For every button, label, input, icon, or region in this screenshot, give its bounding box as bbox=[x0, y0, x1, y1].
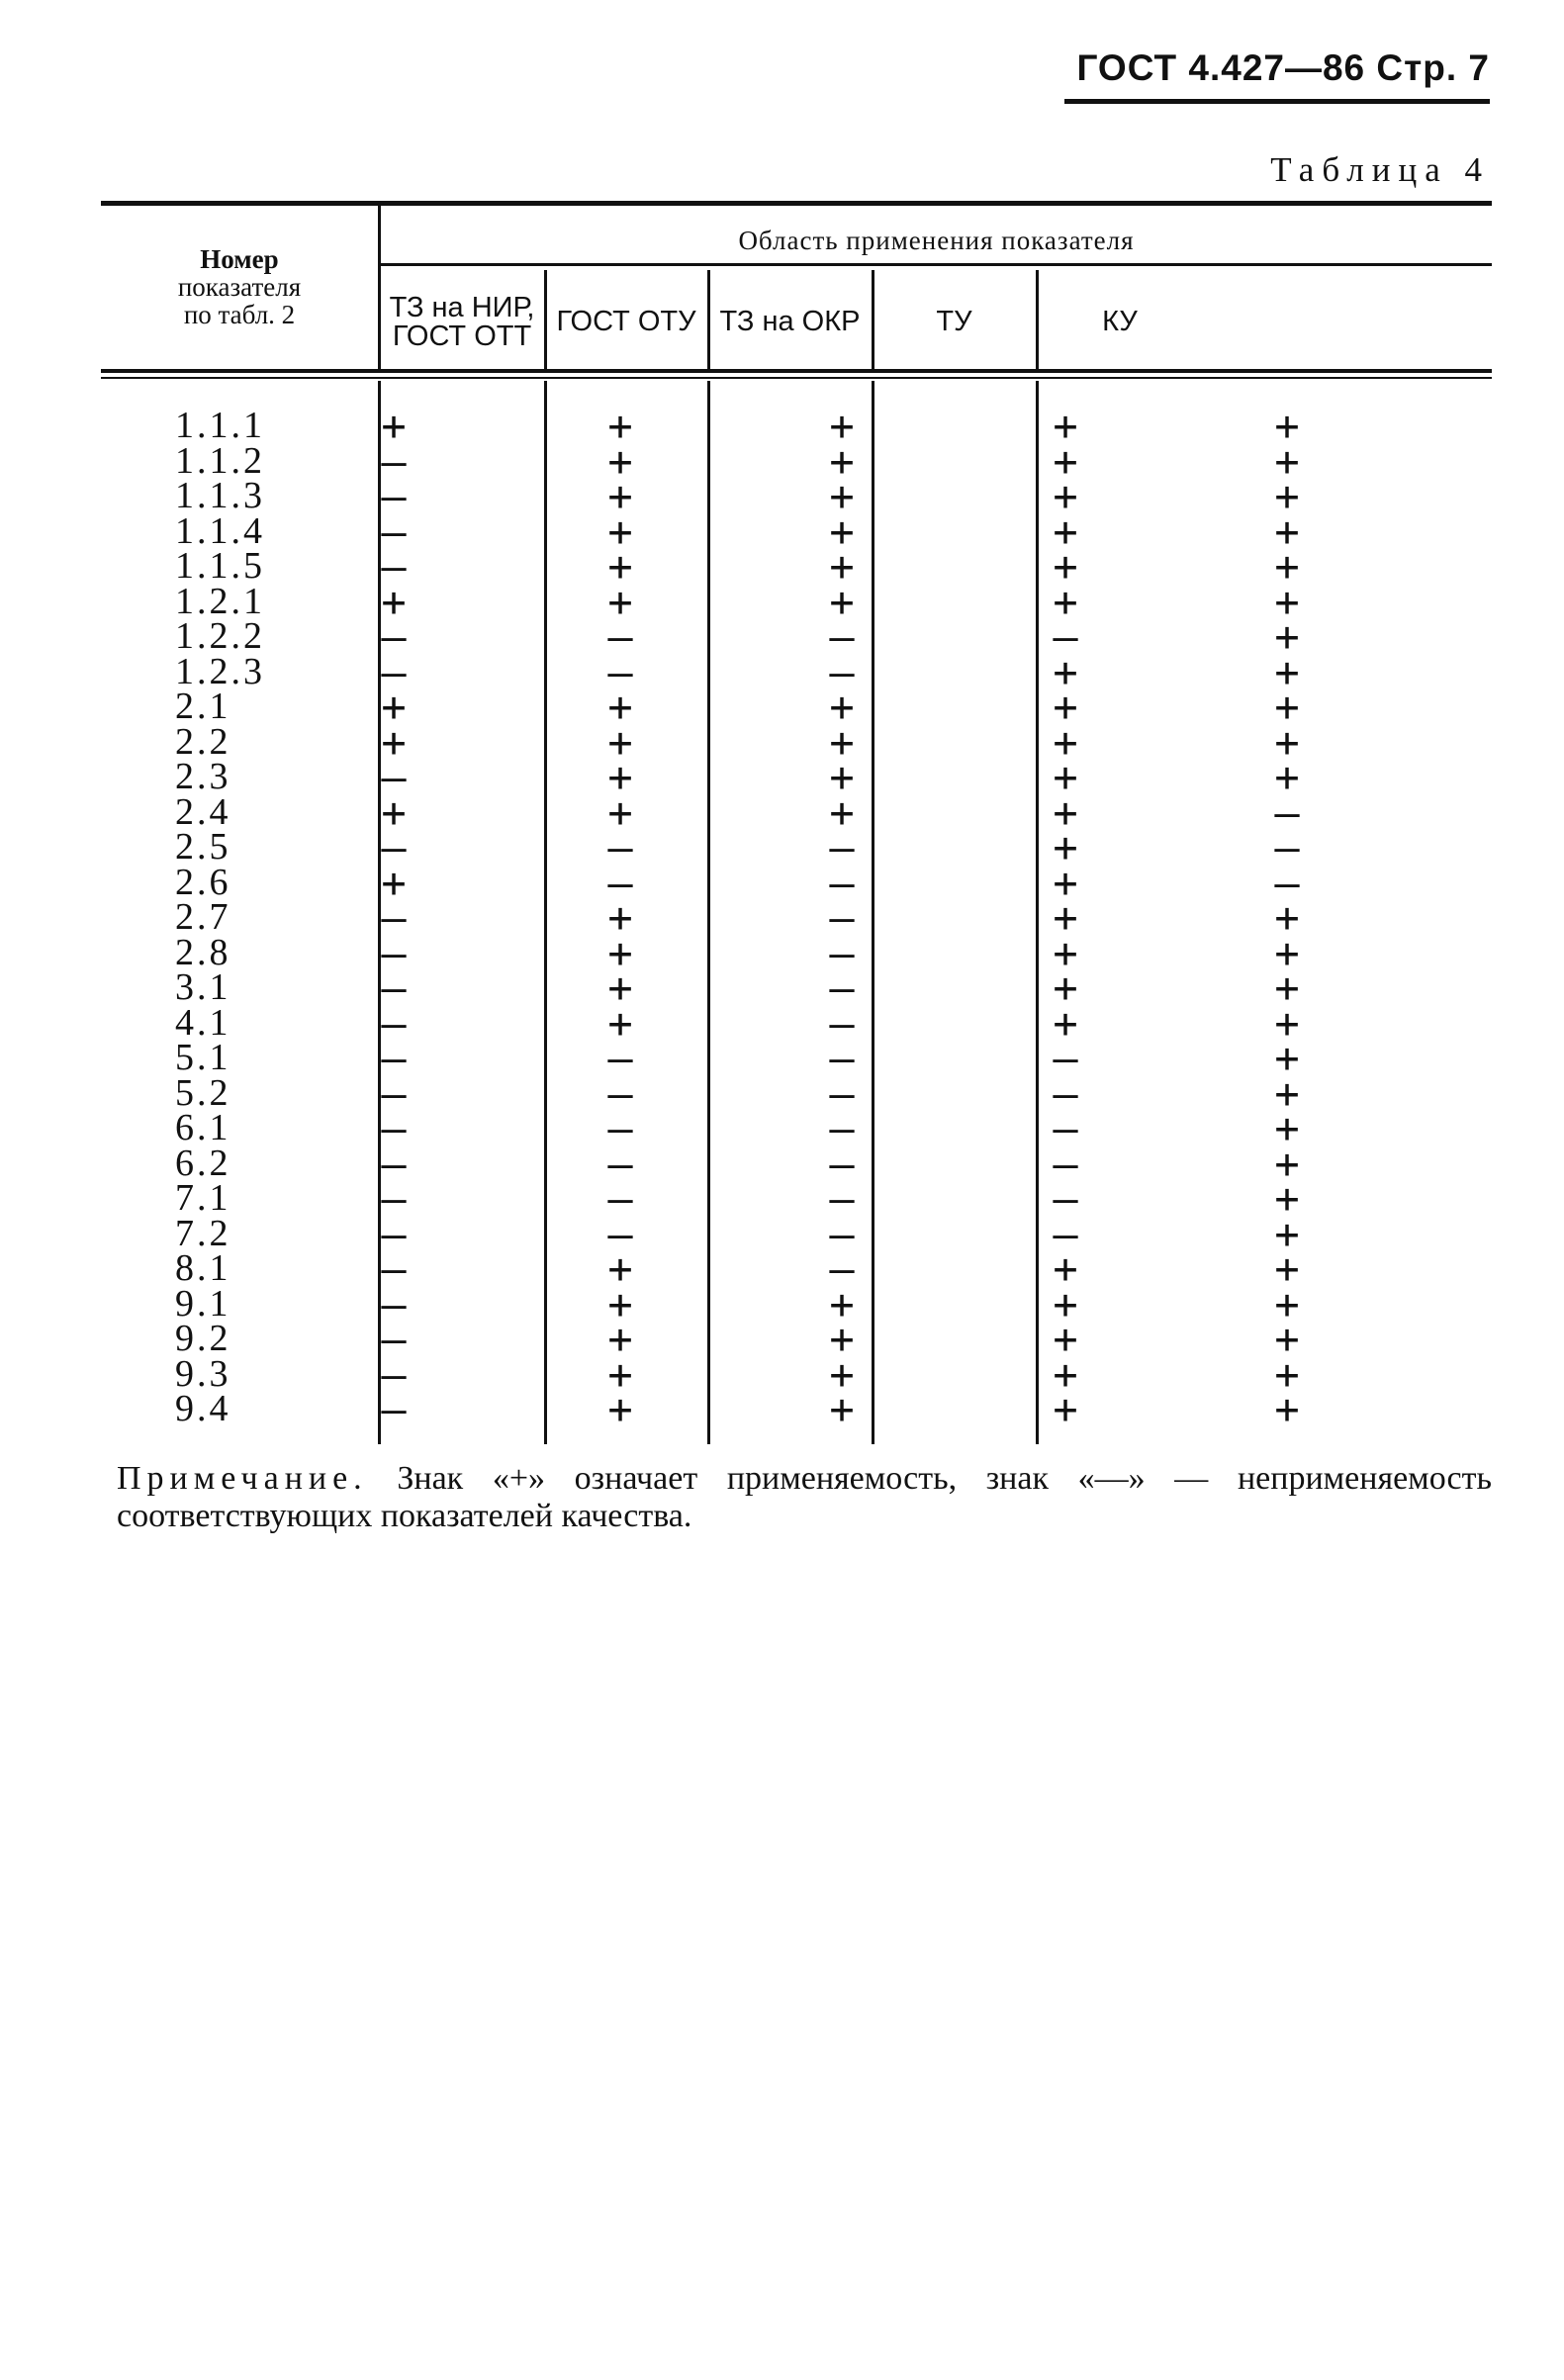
applicable-mark: + bbox=[829, 717, 855, 767]
applicable-mark: + bbox=[607, 963, 633, 1012]
not-applicable-mark: — bbox=[829, 893, 855, 942]
not-applicable-mark: — bbox=[1274, 787, 1300, 837]
indicator-number: 1.1.4 bbox=[175, 509, 265, 552]
column-header-line: ГОСТ ОТУ bbox=[556, 306, 696, 337]
indicator-number: 9.4 bbox=[175, 1388, 231, 1429]
not-applicable-mark: — bbox=[1274, 858, 1300, 907]
not-applicable-mark: — bbox=[381, 753, 407, 801]
header-double-rule bbox=[101, 369, 1492, 379]
applicable-mark: + bbox=[607, 1385, 633, 1433]
indicator-number: 9.1 bbox=[175, 1282, 231, 1325]
indicator-number: 2.1 bbox=[175, 686, 231, 727]
applicable-mark: + bbox=[1053, 963, 1078, 1012]
applicable-mark: + bbox=[1274, 1279, 1300, 1328]
not-applicable-mark: — bbox=[829, 858, 855, 907]
applicable-mark: + bbox=[1274, 577, 1300, 626]
applicable-mark: + bbox=[1274, 1315, 1300, 1363]
not-applicable-mark: — bbox=[607, 1139, 633, 1188]
indicator-number: 1.1.5 bbox=[175, 545, 265, 587]
indicator-number: 8.1 bbox=[175, 1247, 231, 1289]
applicable-mark: + bbox=[381, 402, 407, 450]
indicator-number: 6.2 bbox=[175, 1142, 231, 1184]
not-applicable-mark: — bbox=[381, 1385, 407, 1433]
not-applicable-mark: — bbox=[1053, 612, 1078, 661]
applicable-mark: + bbox=[1053, 787, 1078, 837]
table-row bbox=[101, 1385, 1492, 1433]
applicable-mark: + bbox=[607, 577, 633, 626]
column-header-line: КУ bbox=[1102, 306, 1138, 337]
indicator-number: 2.2 bbox=[175, 720, 231, 763]
indicator-number: 4.1 bbox=[175, 1001, 231, 1044]
applicable-mark: + bbox=[1274, 1174, 1300, 1223]
applicable-mark: + bbox=[607, 787, 633, 837]
header-column-divider bbox=[378, 206, 381, 371]
applicable-mark: + bbox=[607, 683, 633, 731]
not-applicable-mark: — bbox=[1053, 1068, 1078, 1118]
not-applicable-mark: — bbox=[381, 1209, 407, 1258]
applicable-mark: + bbox=[1053, 472, 1078, 520]
indicator-number: 9.2 bbox=[175, 1318, 231, 1359]
indicator-number-header-line: показателя bbox=[177, 272, 302, 302]
not-applicable-mark: — bbox=[829, 647, 855, 696]
indicator-number-header bbox=[101, 245, 378, 328]
not-applicable-mark: — bbox=[607, 1104, 633, 1152]
not-applicable-mark: — bbox=[829, 1244, 855, 1293]
not-applicable-mark: — bbox=[829, 1034, 855, 1082]
applicable-mark: + bbox=[1274, 506, 1300, 556]
not-applicable-mark: — bbox=[1053, 1139, 1078, 1188]
header-column-divider bbox=[1036, 270, 1039, 371]
applicable-mark: + bbox=[607, 998, 633, 1048]
indicator-number: 1.1.1 bbox=[175, 405, 265, 446]
not-applicable-mark: — bbox=[381, 1139, 407, 1188]
indicator-number: 3.1 bbox=[175, 966, 231, 1008]
applicable-mark: + bbox=[1053, 647, 1078, 696]
not-applicable-mark: — bbox=[607, 1034, 633, 1082]
applicable-mark: + bbox=[829, 683, 855, 731]
applicable-mark: + bbox=[1053, 1279, 1078, 1328]
not-applicable-mark: — bbox=[829, 998, 855, 1048]
page-header: ГОСТ 4.427—86 Стр. 7 bbox=[1064, 47, 1490, 104]
application-area-rule bbox=[381, 263, 1492, 266]
applicable-mark: + bbox=[1053, 506, 1078, 556]
not-applicable-mark: — bbox=[381, 823, 407, 871]
applicable-mark: + bbox=[381, 858, 407, 907]
applicable-mark: + bbox=[829, 1279, 855, 1328]
not-applicable-mark: — bbox=[829, 1139, 855, 1188]
applicable-mark: + bbox=[829, 436, 855, 486]
applicable-mark: + bbox=[1053, 928, 1078, 977]
applicable-mark: + bbox=[1274, 1139, 1300, 1188]
not-applicable-mark: — bbox=[381, 928, 407, 977]
indicator-number: 1.2.1 bbox=[175, 580, 265, 622]
header-column-divider bbox=[544, 270, 547, 371]
not-applicable-mark: — bbox=[381, 1279, 407, 1328]
applicable-mark: + bbox=[607, 1279, 633, 1328]
indicator-number-header-line: Номер bbox=[200, 244, 279, 274]
applicable-mark: + bbox=[1274, 893, 1300, 942]
not-applicable-mark: — bbox=[1274, 823, 1300, 871]
not-applicable-mark: — bbox=[381, 893, 407, 942]
table-header bbox=[101, 206, 1492, 371]
applicable-mark: + bbox=[1053, 577, 1078, 626]
applicable-mark: + bbox=[1274, 402, 1300, 450]
indicator-number-header-line: по табл. 2 bbox=[183, 300, 296, 329]
not-applicable-mark: — bbox=[829, 1104, 855, 1152]
applicable-mark: + bbox=[1274, 472, 1300, 520]
not-applicable-mark: — bbox=[381, 1034, 407, 1082]
applicable-mark: + bbox=[829, 577, 855, 626]
not-applicable-mark: — bbox=[829, 1209, 855, 1258]
not-applicable-mark: — bbox=[607, 647, 633, 696]
not-applicable-mark: — bbox=[381, 998, 407, 1048]
table-note bbox=[117, 1460, 1492, 1535]
indicator-number: 2.3 bbox=[175, 756, 231, 797]
applicable-mark: + bbox=[381, 717, 407, 767]
table-body bbox=[101, 381, 1492, 1444]
indicator-number: 2.5 bbox=[175, 826, 231, 868]
not-applicable-mark: — bbox=[607, 823, 633, 871]
not-applicable-mark: — bbox=[381, 506, 407, 556]
not-applicable-mark: — bbox=[1053, 1104, 1078, 1152]
applicable-mark: + bbox=[1274, 612, 1300, 661]
applicable-mark: + bbox=[381, 683, 407, 731]
indicator-number: 1.2.2 bbox=[175, 615, 265, 657]
column-header-line: ТУ bbox=[936, 306, 972, 337]
applicable-mark: + bbox=[829, 1385, 855, 1433]
table-caption: Таблица 4 bbox=[1270, 150, 1490, 189]
not-applicable-mark: — bbox=[381, 1068, 407, 1118]
applicable-mark: + bbox=[1274, 1385, 1300, 1433]
applicable-mark: + bbox=[829, 506, 855, 556]
indicator-number: 2.7 bbox=[175, 896, 231, 938]
applicable-mark: + bbox=[1053, 858, 1078, 907]
not-applicable-mark: — bbox=[1053, 1174, 1078, 1223]
not-applicable-mark: — bbox=[381, 472, 407, 520]
indicator-number: 9.3 bbox=[175, 1352, 231, 1395]
column-header-gost-otu bbox=[546, 280, 706, 364]
not-applicable-mark: — bbox=[1053, 1034, 1078, 1082]
column-header-tz-nir-gost-ott bbox=[381, 280, 543, 364]
applicable-mark: + bbox=[1274, 1349, 1300, 1399]
applicable-mark: + bbox=[1053, 436, 1078, 486]
applicable-mark: + bbox=[829, 787, 855, 837]
applicable-mark: + bbox=[1053, 823, 1078, 871]
applicable-mark: + bbox=[381, 787, 407, 837]
not-applicable-mark: — bbox=[381, 1244, 407, 1293]
applicable-mark: + bbox=[607, 717, 633, 767]
applicable-mark: + bbox=[607, 436, 633, 486]
header-column-divider bbox=[707, 270, 710, 371]
applicable-mark: + bbox=[1274, 436, 1300, 486]
applicable-mark: + bbox=[1274, 1209, 1300, 1258]
column-header-line: ТЗ на НИР, bbox=[389, 291, 535, 323]
indicator-number: 5.1 bbox=[175, 1037, 231, 1078]
applicable-mark: + bbox=[607, 928, 633, 977]
applicable-mark: + bbox=[1053, 998, 1078, 1048]
applicable-mark: + bbox=[1274, 683, 1300, 731]
indicator-number: 2.8 bbox=[175, 931, 231, 973]
applicable-mark: + bbox=[1053, 893, 1078, 942]
indicator-number: 6.1 bbox=[175, 1107, 231, 1148]
applicable-mark: + bbox=[829, 542, 855, 591]
applicable-mark: + bbox=[607, 506, 633, 556]
applicable-mark: + bbox=[1053, 753, 1078, 801]
applicable-mark: + bbox=[829, 1315, 855, 1363]
indicator-number: 2.6 bbox=[175, 861, 231, 903]
applicable-mark: + bbox=[1274, 1034, 1300, 1082]
applicable-mark: + bbox=[1053, 1315, 1078, 1363]
not-applicable-mark: — bbox=[381, 1104, 407, 1152]
applicable-mark: + bbox=[829, 402, 855, 450]
applicable-mark: + bbox=[607, 1349, 633, 1399]
not-applicable-mark: — bbox=[607, 612, 633, 661]
not-applicable-mark: — bbox=[381, 1349, 407, 1399]
applicable-mark: + bbox=[607, 472, 633, 520]
note-label: Примечание. bbox=[117, 1460, 368, 1497]
applicable-mark: + bbox=[1274, 1068, 1300, 1118]
applicable-mark: + bbox=[1274, 1244, 1300, 1293]
indicator-number: 2.4 bbox=[175, 790, 231, 833]
column-header-tu bbox=[874, 280, 1035, 364]
applicable-mark: + bbox=[829, 753, 855, 801]
not-applicable-mark: — bbox=[829, 612, 855, 661]
indicator-number: 5.2 bbox=[175, 1071, 231, 1114]
not-applicable-mark: — bbox=[829, 963, 855, 1012]
column-header-ku bbox=[1038, 280, 1202, 364]
applicable-mark: + bbox=[1274, 963, 1300, 1012]
applicable-mark: + bbox=[607, 1315, 633, 1363]
not-applicable-mark: — bbox=[381, 612, 407, 661]
not-applicable-mark: — bbox=[829, 1174, 855, 1223]
applicable-mark: + bbox=[1274, 1104, 1300, 1152]
not-applicable-mark: — bbox=[381, 1315, 407, 1363]
applicable-mark: + bbox=[1053, 683, 1078, 731]
applicable-mark: + bbox=[1053, 542, 1078, 591]
indicator-number: 7.1 bbox=[175, 1177, 231, 1219]
applicable-mark: + bbox=[1274, 542, 1300, 591]
note-text: Знак «+» означает применяемость, знак «—» — неприменяемость соответствующих показателей качества. bbox=[117, 1460, 1492, 1534]
not-applicable-mark: — bbox=[381, 542, 407, 591]
applicable-mark: + bbox=[1274, 717, 1300, 767]
not-applicable-mark: — bbox=[381, 647, 407, 696]
indicator-number: 1.1.2 bbox=[175, 439, 265, 482]
applicable-mark: + bbox=[1274, 647, 1300, 696]
not-applicable-mark: — bbox=[829, 928, 855, 977]
header-column-divider bbox=[872, 270, 874, 371]
indicator-number: 7.2 bbox=[175, 1212, 231, 1254]
applicable-mark: + bbox=[829, 472, 855, 520]
not-applicable-mark: — bbox=[1053, 1209, 1078, 1258]
column-header-line: ГОСТ ОТТ bbox=[392, 320, 532, 352]
applicable-mark: + bbox=[1053, 1349, 1078, 1399]
application-area-header: Область применения показателя bbox=[738, 226, 1135, 255]
column-header-tz-okr bbox=[709, 280, 871, 364]
applicable-mark: + bbox=[381, 577, 407, 626]
not-applicable-mark: — bbox=[607, 858, 633, 907]
not-applicable-mark: — bbox=[381, 1174, 407, 1223]
applicable-mark: + bbox=[607, 1244, 633, 1293]
applicable-mark: + bbox=[1053, 402, 1078, 450]
applicable-mark: + bbox=[607, 753, 633, 801]
not-applicable-mark: — bbox=[381, 963, 407, 1012]
not-applicable-mark: — bbox=[829, 823, 855, 871]
indicator-number: 1.2.3 bbox=[175, 650, 265, 692]
applicable-mark: + bbox=[1274, 928, 1300, 977]
applicable-mark: + bbox=[829, 1349, 855, 1399]
not-applicable-mark: — bbox=[607, 1209, 633, 1258]
not-applicable-mark: — bbox=[607, 1174, 633, 1223]
applicable-mark: + bbox=[1274, 753, 1300, 801]
applicable-mark: + bbox=[607, 542, 633, 591]
applicable-mark: + bbox=[1053, 1385, 1078, 1433]
not-applicable-mark: — bbox=[381, 436, 407, 486]
applicable-mark: + bbox=[607, 402, 633, 450]
column-header-line: ТЗ на ОКР bbox=[719, 306, 861, 337]
applicable-mark: + bbox=[1274, 998, 1300, 1048]
applicable-mark: + bbox=[607, 893, 633, 942]
indicator-number: 1.1.3 bbox=[175, 475, 265, 516]
not-applicable-mark: — bbox=[607, 1068, 633, 1118]
applicable-mark: + bbox=[1053, 717, 1078, 767]
applicable-mark: + bbox=[1053, 1244, 1078, 1293]
not-applicable-mark: — bbox=[829, 1068, 855, 1118]
